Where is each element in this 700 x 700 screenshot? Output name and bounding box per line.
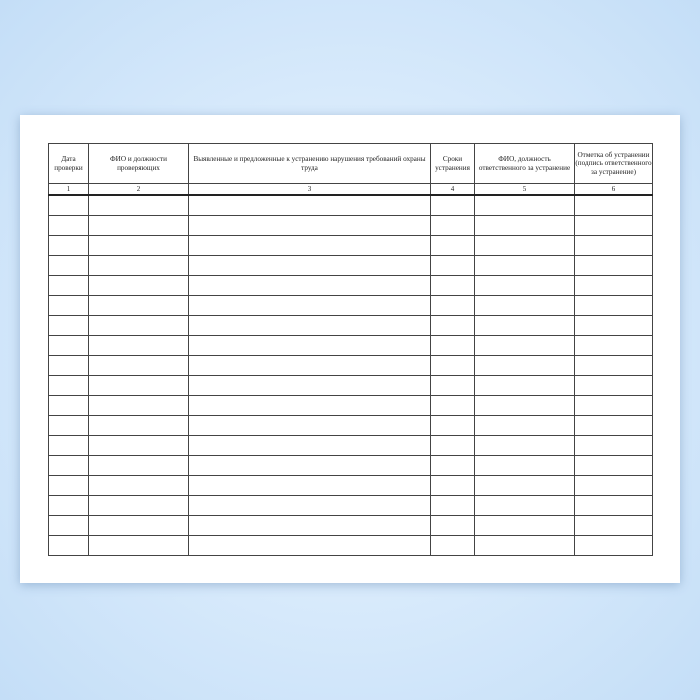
table-cell — [189, 336, 431, 356]
table-cell — [475, 356, 575, 376]
table-cell — [431, 356, 475, 376]
table-cell — [575, 356, 653, 376]
table-cell — [49, 276, 89, 296]
table-cell — [575, 276, 653, 296]
table-cell — [189, 496, 431, 516]
table-cell — [431, 376, 475, 396]
table-cell — [89, 536, 189, 556]
table-cell — [189, 195, 431, 216]
table-cell — [189, 276, 431, 296]
table-cell — [49, 396, 89, 416]
table-cell — [475, 316, 575, 336]
table-cell — [89, 216, 189, 236]
table-cell — [575, 216, 653, 236]
table-cell — [89, 336, 189, 356]
table-cell — [475, 376, 575, 396]
table-cell — [89, 396, 189, 416]
table-cell — [49, 296, 89, 316]
table-cell — [189, 256, 431, 276]
table-cell — [49, 236, 89, 256]
table-cell — [475, 236, 575, 256]
table-cell — [49, 316, 89, 336]
table-cell — [431, 216, 475, 236]
table-cell — [475, 536, 575, 556]
column-number: 5 — [475, 184, 575, 196]
table-cell — [431, 456, 475, 476]
table-row — [49, 216, 653, 236]
table-cell — [575, 476, 653, 496]
table-cell — [431, 476, 475, 496]
table-cell — [89, 195, 189, 216]
table-cell — [49, 536, 89, 556]
table-cell — [431, 496, 475, 516]
table-cell — [431, 396, 475, 416]
table-cell — [475, 516, 575, 536]
table-cell — [189, 376, 431, 396]
table-cell — [89, 476, 189, 496]
table-cell — [431, 516, 475, 536]
table-row — [49, 316, 653, 336]
table-cell — [475, 195, 575, 216]
table-row — [49, 436, 653, 456]
table-cell — [189, 516, 431, 536]
table-cell — [431, 195, 475, 216]
table-cell — [89, 516, 189, 536]
inspection-log-table — [48, 143, 653, 556]
table-cell — [49, 376, 89, 396]
header-inspectors: ФИО и должности проверяющих — [89, 144, 189, 184]
table-row — [49, 256, 653, 276]
table-cell — [189, 476, 431, 496]
table-cell — [575, 195, 653, 216]
table-cell — [431, 536, 475, 556]
table-cell — [431, 236, 475, 256]
table-cell — [575, 496, 653, 516]
table-cell — [89, 316, 189, 336]
table-cell — [575, 236, 653, 256]
table-cell — [575, 376, 653, 396]
table-cell — [575, 516, 653, 536]
table-cell — [475, 436, 575, 456]
table-row — [49, 416, 653, 436]
table-cell — [575, 456, 653, 476]
table-cell — [475, 496, 575, 516]
table-cell — [575, 436, 653, 456]
table-cell — [49, 256, 89, 276]
table-cell — [575, 536, 653, 556]
table-cell — [189, 216, 431, 236]
header-deadlines: Сроки устранения — [431, 144, 475, 184]
table-row — [49, 276, 653, 296]
table-body — [49, 195, 653, 556]
table-cell — [575, 316, 653, 336]
table-row — [49, 536, 653, 556]
table-cell — [49, 496, 89, 516]
table-cell — [49, 456, 89, 476]
table-cell — [575, 256, 653, 276]
column-number: 6 — [575, 184, 653, 196]
table-cell — [575, 396, 653, 416]
table-row — [49, 496, 653, 516]
table-cell — [49, 356, 89, 376]
table-cell — [475, 396, 575, 416]
table-cell — [49, 216, 89, 236]
table-cell — [189, 356, 431, 376]
table-cell — [189, 456, 431, 476]
table-cell — [89, 236, 189, 256]
column-number: 1 — [49, 184, 89, 196]
table-cell — [475, 416, 575, 436]
table-cell — [49, 336, 89, 356]
column-number: 4 — [431, 184, 475, 196]
table-cell — [475, 296, 575, 316]
header-row — [49, 144, 653, 184]
table-cell — [189, 436, 431, 456]
table-cell — [431, 436, 475, 456]
table-cell — [89, 256, 189, 276]
table-cell — [89, 436, 189, 456]
table-cell — [49, 195, 89, 216]
table-cell — [89, 276, 189, 296]
form-sheet — [20, 115, 680, 583]
table-cell — [431, 416, 475, 436]
table-row — [49, 476, 653, 496]
table-cell — [575, 336, 653, 356]
column-number-row — [49, 184, 653, 196]
header-inspection-date: Дата проверки — [49, 144, 89, 184]
column-number: 2 — [89, 184, 189, 196]
table-cell — [475, 216, 575, 236]
table-row — [49, 195, 653, 216]
table-cell — [189, 536, 431, 556]
table-row — [49, 336, 653, 356]
table-cell — [575, 416, 653, 436]
table-cell — [189, 296, 431, 316]
table-cell — [89, 296, 189, 316]
header-violations: Выявленные и предложенные к устранению нарушения требований охраны труда — [189, 144, 431, 184]
table-cell — [431, 256, 475, 276]
table-cell — [431, 296, 475, 316]
table-cell — [49, 436, 89, 456]
table-cell — [89, 376, 189, 396]
header-responsible-person: ФИО, должность ответственного за устранение — [475, 144, 575, 184]
table-cell — [189, 416, 431, 436]
header-elimination-mark: Отметка об устранении (подпись ответственного за устранение) — [575, 144, 653, 184]
table-cell — [475, 476, 575, 496]
table-cell — [89, 416, 189, 436]
table-cell — [189, 396, 431, 416]
table-cell — [431, 276, 475, 296]
column-number: 3 — [189, 184, 431, 196]
table-row — [49, 236, 653, 256]
table-row — [49, 516, 653, 536]
table-cell — [89, 356, 189, 376]
table-cell — [575, 296, 653, 316]
table-cell — [475, 256, 575, 276]
table-row — [49, 296, 653, 316]
table-cell — [431, 336, 475, 356]
table-row — [49, 396, 653, 416]
table-cell — [431, 316, 475, 336]
table-cell — [89, 456, 189, 476]
table-row — [49, 356, 653, 376]
table-cell — [189, 316, 431, 336]
table-row — [49, 456, 653, 476]
table-cell — [475, 336, 575, 356]
table-cell — [475, 276, 575, 296]
table-cell — [49, 476, 89, 496]
table-cell — [49, 516, 89, 536]
table-cell — [475, 456, 575, 476]
table-cell — [189, 236, 431, 256]
table-row — [49, 376, 653, 396]
table-cell — [49, 416, 89, 436]
table-cell — [89, 496, 189, 516]
